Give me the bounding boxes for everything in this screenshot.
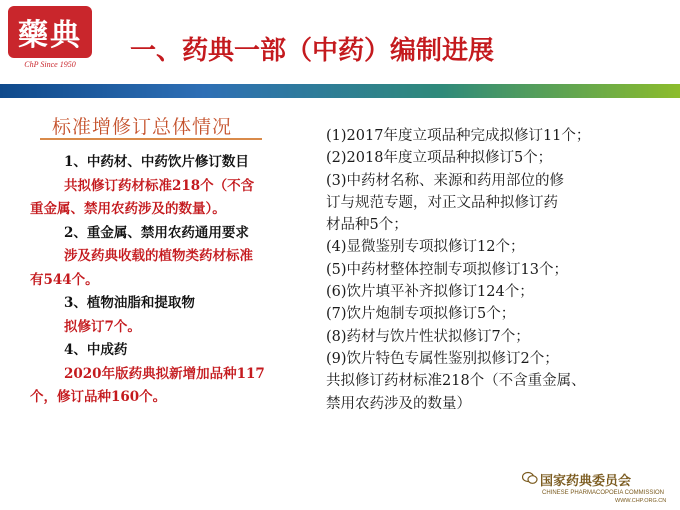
left-line: 1、中药材、中药饮片修订数目: [64, 154, 249, 170]
left-line: 4、中成药: [64, 342, 128, 358]
right-line: (4)显微鉴别专项拟修订12个；: [326, 239, 525, 256]
left-line: 共拟修订药材标准218个（不含: [64, 177, 255, 194]
right-line: (9)饮片特色专属性鉴别拟修订2个；: [326, 350, 559, 367]
pharmacopoeia-logo: [8, 6, 92, 70]
left-line: 有544个。: [30, 271, 99, 288]
commission-url: WWW.CHP.ORG.CN: [615, 498, 667, 504]
right-column: [326, 125, 676, 415]
right-line: (3)中药材名称、来源和药用部位的修: [326, 172, 565, 189]
right-line: (2)2018年度立项品种拟修订5个；: [326, 150, 553, 167]
left-line: 2、重金属、禁用农药通用要求: [64, 224, 249, 241]
right-line: 禁用农药涉及的数量）: [326, 395, 471, 412]
right-line: 订与规范专题，对正文品种拟修订药: [326, 194, 558, 211]
left-line: 涉及药典收载的植物类药材标准: [64, 248, 253, 264]
left-line: 拟修订7个。: [64, 318, 141, 335]
header-band: [0, 84, 680, 98]
logo-caption: ChP Since 1950: [24, 60, 76, 69]
right-line: 材品种5个；: [326, 217, 408, 234]
right-line: (6)饮片填平补齐拟修订124个；: [326, 284, 534, 301]
slide-title: 一、药典一部（中药）编制进展: [130, 36, 495, 66]
left-line: 重金属、禁用农药涉及的数量）。: [30, 201, 226, 217]
commission-footer-logo: [520, 470, 675, 506]
left-column: [30, 151, 320, 410]
commission-english-name: CHINESE PHARMACOPOEIA COMMISSION: [542, 490, 665, 496]
wechat-icon: [522, 471, 538, 485]
right-line: (8)药材与饮片性状拟修订7个；: [326, 328, 530, 345]
left-line: 个，修订品种160个。: [30, 389, 167, 405]
right-line: (7)饮片炮制专项拟修订5个；: [326, 306, 516, 323]
subtitle-underline: [40, 138, 262, 140]
commission-name: 国家药典委员会: [540, 474, 632, 489]
right-line: (5)中药材整体控制专项拟修订13个；: [326, 261, 568, 278]
right-line: (1)2017年度立项品种完成拟修订11个；: [326, 128, 591, 144]
logo-seal: 藥典: [8, 6, 92, 58]
right-line: 共拟修订药材标准218个（不含重金属、: [326, 373, 586, 390]
section-subtitle: 标准增修订总体情况: [52, 116, 233, 138]
left-line: 2020年版药典拟新增加品种117: [64, 365, 265, 382]
left-line: 3、植物油脂和提取物: [64, 295, 195, 311]
